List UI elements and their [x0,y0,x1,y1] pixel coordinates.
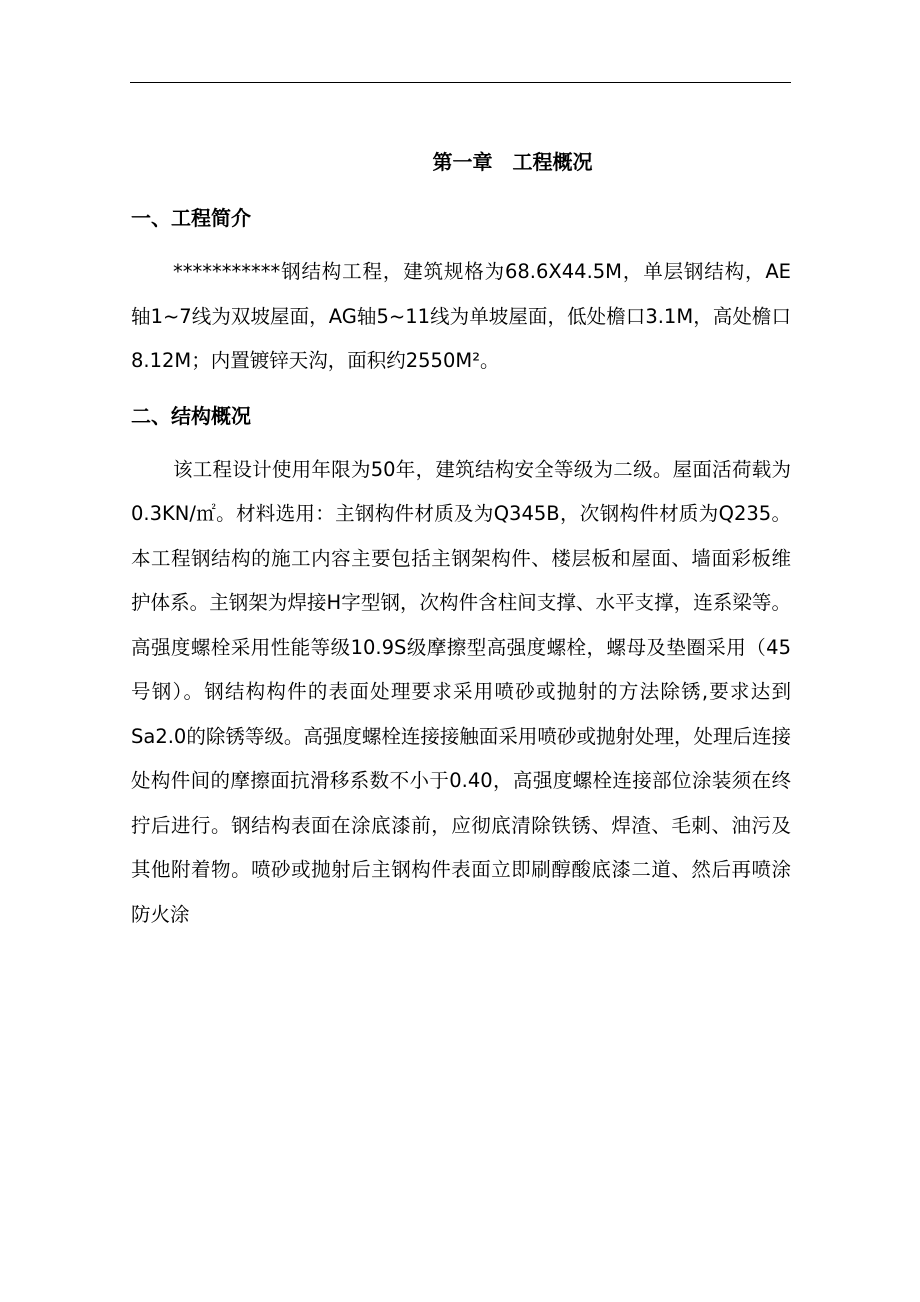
chapter-title [234,140,791,184]
section-heading-structure-overview: 二、结构概况 [131,403,251,428]
chapter-number: 第一章 [432,150,493,174]
section-heading-project-intro: 一、工程简介 [131,206,251,230]
chapter-name: 工程概况 [512,150,593,174]
header-rule [130,82,791,83]
document-body [131,140,791,947]
paragraph-project-intro: ***********钢结构工程，建筑规格为68.6X44.5M，单层钢结构，AE轴1~7线为双坡屋面，AG轴5~11线为单坡屋面，低处檐口3.1M，高处檐口8.12M；内置镀锌天沟，面积约2550M²。 [131,260,791,372]
paragraph-structure-overview: 该工程设计使用年限为50年，建筑结构安全等级为二级。屋面活荷载为0.3KN/㎡。材料选用：主钢构件材质及为Q345B，次钢构件材质为Q235。本工程钢结构的施工内容主要包括主钢架构件、楼层板和屋面、墙面彩板维护体系。主钢架为焊接H字型钢，次构件含柱间支撑、水平支撑，连系梁等。高强度螺栓采用性能等级10.9S级摩擦型高强度螺栓，螺母及垫圈采用（45号钢）。钢结构构件的表面处理要求采用喷砂或抛射的方法除锈,要求达到Sa2.0的除锈等级。高强度螺栓连接接触面采用喷砂或抛射处理，处理后连接处构件间的摩擦面抗滑移系数不小于0.40，高强度螺栓连接部位涂装须在终拧后进行。钢结构表面在涂底漆前，应彻底清除铁锈、焊渣、毛刺、油污及其他附着物。喷砂或抛射后主钢构件表面立即刷醇酸底漆二道、然后再喷涂防火涂 [131,457,791,926]
